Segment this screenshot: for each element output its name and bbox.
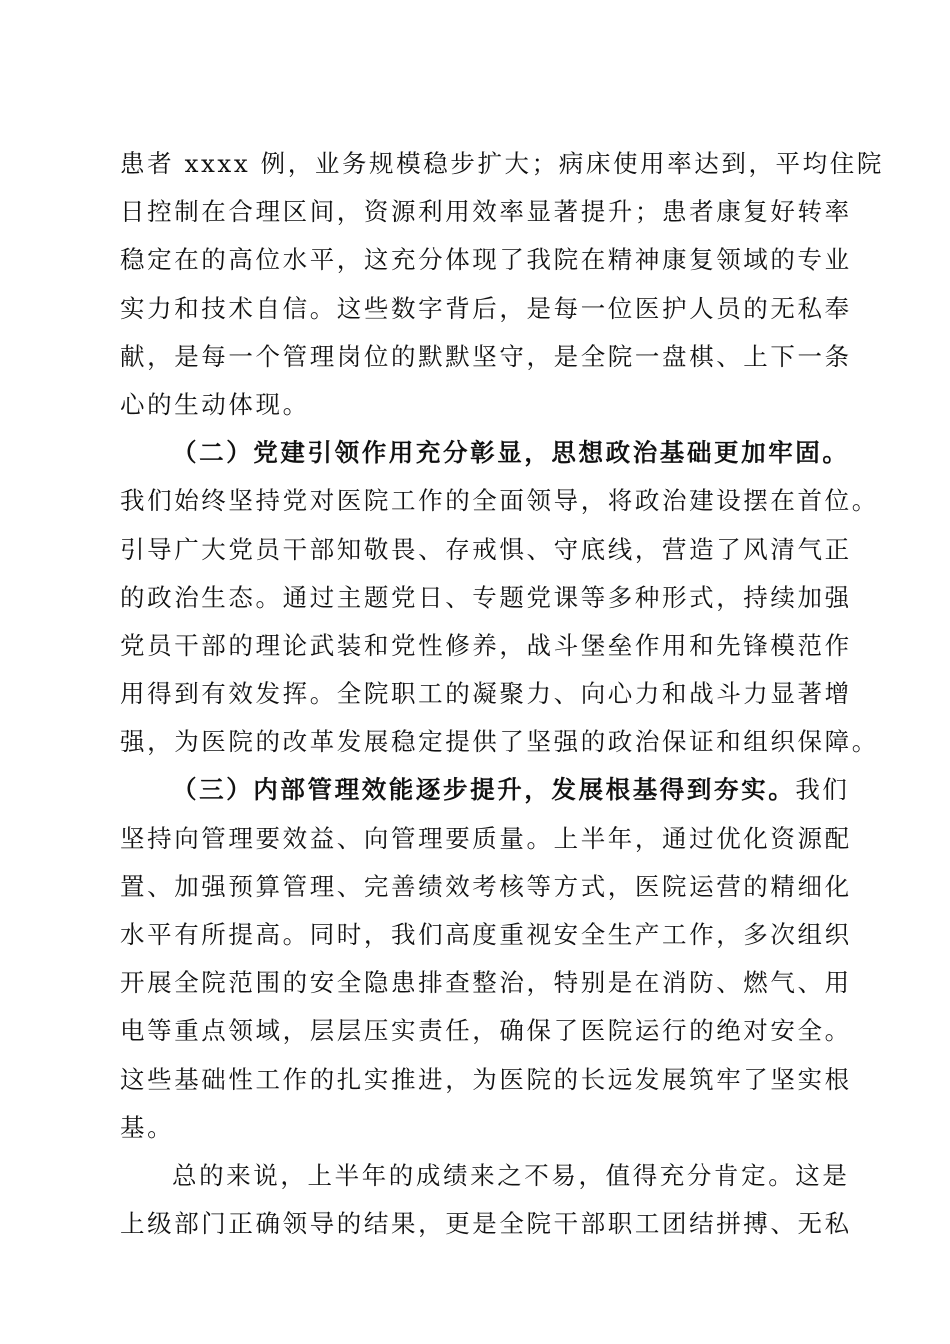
section-3-heading-tail: 我们 [795, 775, 850, 805]
section-2-heading: （二）党建引领作用充分彰显，思想政治基础更加牢固。 [172, 438, 850, 468]
paragraph-1-line: 患者 xxxx 例，业务规模稳步扩大；病床使用率达到，平均住院 [120, 149, 884, 178]
paragraph-1-line: 心的生动体现。 [120, 389, 310, 419]
paragraph-1-line: 稳定在的高位水平，这充分体现了我院在精神康复领域的专业 [120, 245, 852, 275]
paragraph-3-line: 基。 [120, 1112, 175, 1142]
paragraph-3-line: 这些基础性工作的扎实推进，为医院的长远发展筑牢了坚实根 [120, 1064, 852, 1094]
paragraph-1-line: 献，是每一个管理岗位的默默坚守，是全院一盘棋、上下一条 [120, 341, 852, 371]
paragraph-1-line: 日控制在合理区间，资源利用效率显著提升；患者康复好转率 [120, 197, 852, 227]
section-3-first-line [120, 766, 850, 814]
document-body [120, 140, 884, 1248]
paragraph-4-line: 上级部门正确领导的结果，更是全院干部职工团结拼搏、无私 [120, 1209, 852, 1239]
paragraph-3-line: 电等重点领域，层层压实责任，确保了医院运行的绝对安全。 [120, 1016, 852, 1046]
paragraph-2-line: 强，为医院的改革发展稳定提供了坚强的政治保证和组织保障。 [120, 727, 879, 757]
paragraph-2-line: 党员干部的理论武装和党性修养，战斗堡垒作用和先锋模范作 [120, 630, 852, 660]
section-3-heading: （三）内部管理效能逐步提升，发展根基得到夯实。 [172, 775, 796, 805]
paragraph-4-line: 总的来说，上半年的成绩来之不易，值得充分肯定。这是 [172, 1160, 850, 1190]
paragraph-3-line: 置、加强预算管理、完善绩效考核等方式，医院运营的精细化 [120, 871, 852, 901]
paragraph-2-line: 引导广大党员干部知敬畏、存戒惧、守底线，营造了风清气正 [120, 534, 852, 564]
paragraph-3-line: 开展全院范围的安全隐患排查整治，特别是在消防、燃气、用 [120, 968, 852, 998]
paragraph-3-line: 坚持向管理要效益、向管理要质量。上半年，通过优化资源配 [120, 823, 852, 853]
paragraph-2-line: 我们始终坚持党对医院工作的全面领导，将政治建设摆在首位。 [120, 486, 879, 516]
paragraph-3-line: 水平有所提高。同时，我们高度重视安全生产工作，多次组织 [120, 920, 852, 949]
paragraph-2-line: 的政治生态。通过主题党日、专题党课等多种形式，持续加强 [120, 582, 852, 612]
paragraph-2-line: 用得到有效发挥。全院职工的凝聚力、向心力和战斗力显著增 [120, 679, 852, 709]
paragraph-1-line: 实力和技术自信。这些数字背后，是每一位医护人员的无私奉 [120, 293, 852, 323]
